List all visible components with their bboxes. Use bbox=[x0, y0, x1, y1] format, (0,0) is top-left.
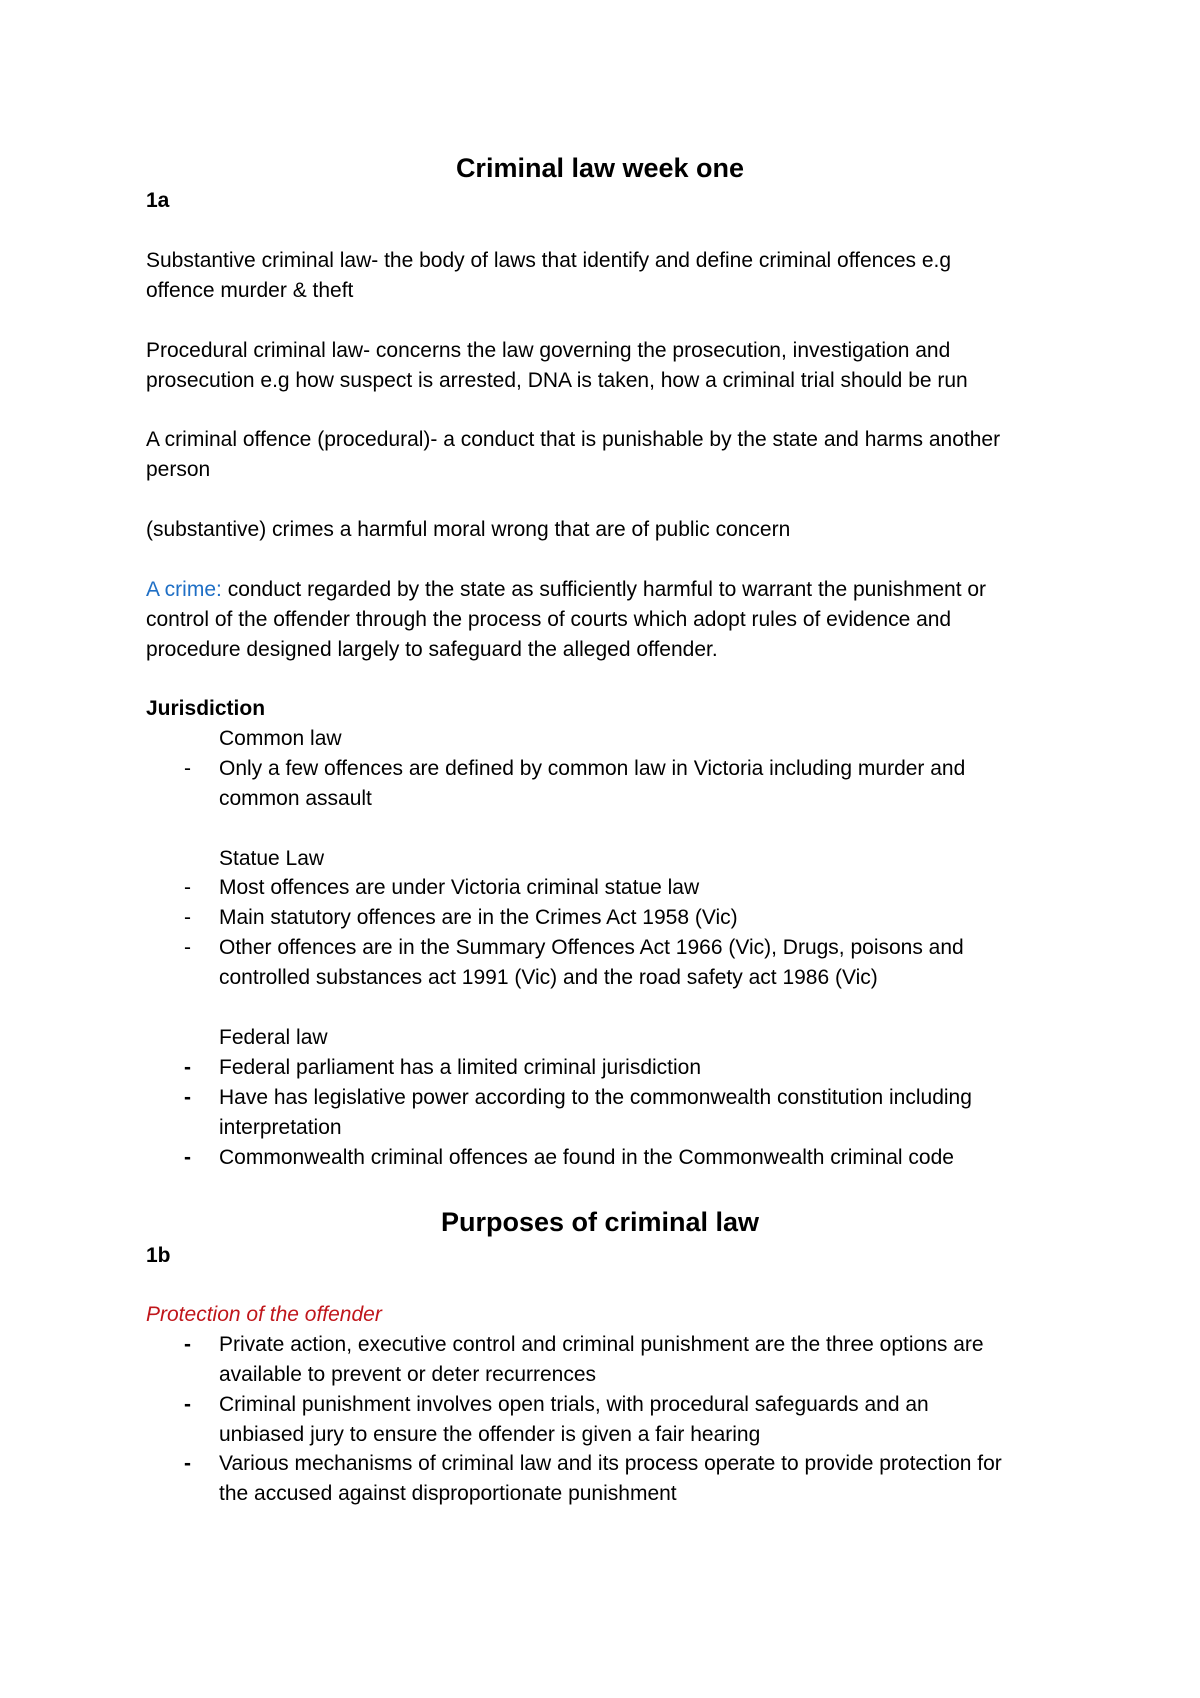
bullet-dash: - bbox=[184, 906, 191, 929]
protection-heading: Protection of the offender bbox=[146, 1303, 382, 1326]
protection-item-line: the accused against disproportionate punishment bbox=[219, 1482, 677, 1505]
common-law-item-line: common assault bbox=[219, 787, 372, 810]
protection-item-line: unbiased jury to ensure the offender is given a fair hearing bbox=[219, 1423, 761, 1446]
offence-procedural-line-1: A criminal offence (procedural)- a conduct that is punishable by the state and harms another bbox=[146, 428, 1001, 451]
statue-law-item-line: controlled substances act 1991 (Vic) and the road safety act 1986 (Vic) bbox=[219, 966, 878, 989]
federal-law-item-line: Have has legislative power according to the commonwealth constitution including bbox=[219, 1086, 972, 1109]
bullet-dash: - bbox=[184, 757, 191, 780]
federal-law-item-line: interpretation bbox=[219, 1116, 342, 1139]
federal-law-label: Federal law bbox=[219, 1026, 328, 1049]
offence-substantive-line: (substantive) crimes a harmful moral wrong that are of public concern bbox=[146, 518, 791, 541]
bullet-dash: - bbox=[184, 1452, 191, 1475]
crime-definition-line-3: procedure designed largely to safeguard the alleged offender. bbox=[146, 638, 718, 661]
statue-law-item-line: Most offences are under Victoria criminal statue law bbox=[219, 876, 700, 899]
protection-item-line: available to prevent or deter recurrences bbox=[219, 1363, 597, 1386]
crime-term: A crime: bbox=[146, 578, 222, 601]
page-title: Criminal law week one bbox=[455, 153, 745, 183]
procedural-definition-line-1: Procedural criminal law- concerns the law governing the prosecution, investigation and bbox=[146, 339, 951, 362]
federal-law-item-line: Commonwealth criminal offences ae found in the Commonwealth criminal code bbox=[219, 1146, 954, 1169]
section-label-1b: 1b bbox=[146, 1244, 171, 1267]
section-label-1a: 1a bbox=[146, 189, 170, 212]
bullet-dash: - bbox=[184, 1333, 191, 1356]
bullet-dash: - bbox=[184, 1086, 191, 1109]
bullet-dash: - bbox=[184, 1056, 191, 1079]
crime-definition-text: conduct regarded by the state as sufficiently harmful to warrant the punishment or bbox=[221, 578, 987, 601]
bullet-dash: - bbox=[184, 876, 191, 899]
substantive-definition-line-2: offence murder & theft bbox=[146, 279, 354, 302]
bullet-dash: - bbox=[184, 936, 191, 959]
offence-procedural-line-2: person bbox=[146, 458, 211, 481]
common-law-label: Common law bbox=[219, 727, 342, 750]
crime-definition-line-2: control of the offender through the process of courts which adopt rules of evidence and bbox=[146, 608, 952, 631]
crime-definition-line-1 bbox=[146, 575, 1086, 605]
common-law-item-line: Only a few offences are defined by common law in Victoria including murder and bbox=[219, 757, 966, 780]
procedural-definition-line-2: prosecution e.g how suspect is arrested, DNA is taken, how a criminal trial should be run bbox=[146, 369, 968, 392]
statue-law-item-line: Other offences are in the Summary Offences Act 1966 (Vic), Drugs, poisons and bbox=[219, 936, 964, 959]
substantive-definition-line-1: Substantive criminal law- the body of laws that identify and define criminal offences e.g bbox=[146, 249, 952, 272]
statue-law-item-line: Main statutory offences are in the Crimes Act 1958 (Vic) bbox=[219, 906, 738, 929]
jurisdiction-heading: Jurisdiction bbox=[146, 697, 266, 720]
protection-item-line: Criminal punishment involves open trials, with procedural safeguards and an bbox=[219, 1393, 929, 1416]
purposes-heading: Purposes of criminal law bbox=[440, 1207, 760, 1237]
statue-law-label: Statue Law bbox=[219, 847, 325, 870]
protection-item-line: Private action, executive control and criminal punishment are the three options are bbox=[219, 1333, 984, 1356]
federal-law-item-line: Federal parliament has a limited criminal jurisdiction bbox=[219, 1056, 702, 1079]
bullet-dash: - bbox=[184, 1146, 191, 1169]
protection-item-line: Various mechanisms of criminal law and its process operate to provide protection for bbox=[219, 1452, 1002, 1475]
bullet-dash: - bbox=[184, 1393, 191, 1416]
